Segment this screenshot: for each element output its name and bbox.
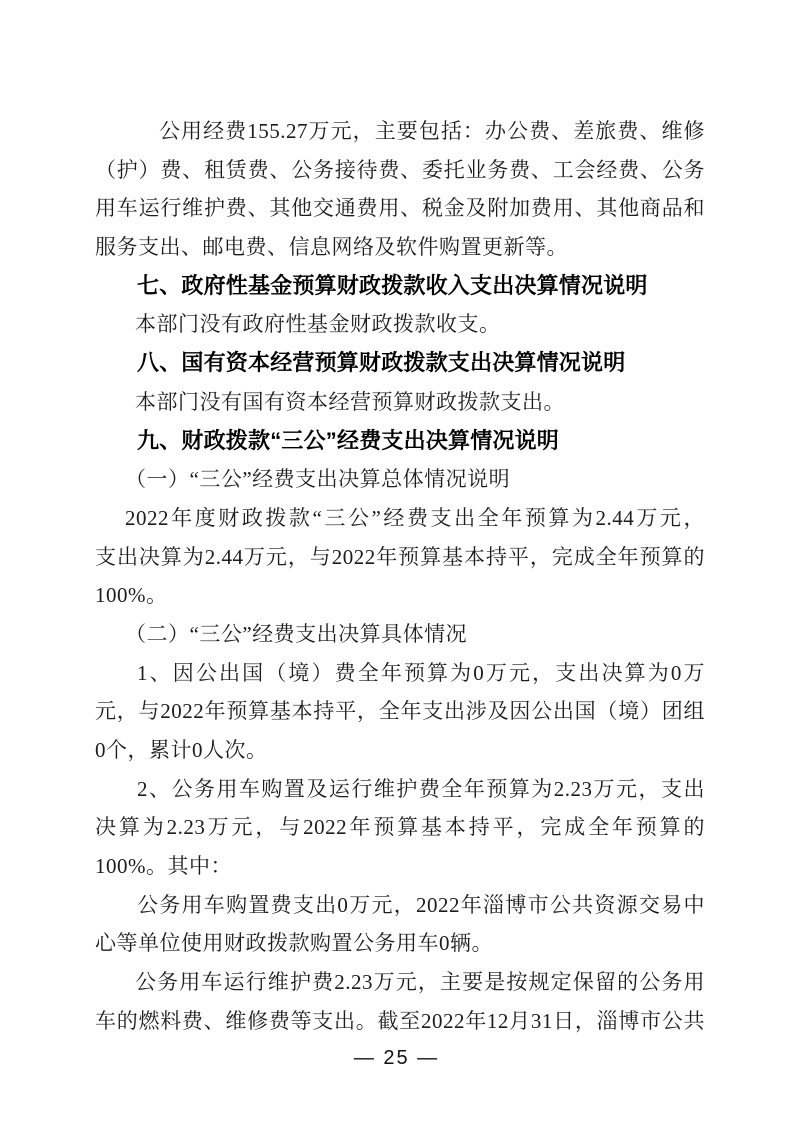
heading-section-seven: 七、政府性基金预算财政拨款收入支出决算情况说明 [137,272,648,298]
para-vehicle-line-2: 决算为2.23万元，与2022年预算基本持平，完成全年预算的 [95,815,705,840]
heading-section-nine: 九、财政拨款“三公”经费支出决算情况说明 [137,427,560,453]
para-vehicle-purchase-line-1: 公务用车购置费支出0万元，2022年淄博市公共资源交易中 [137,892,705,917]
para-public-expense-line-1: 公用经费155.27万元，主要包括：办公费、差旅费、维修 [159,119,705,143]
para-abroad-line-2: 元，与2022年预算基本持平，全年支出涉及因公出国（境）团组 [95,699,705,724]
para-vehicle-maintenance-line-1: 公务用车运行维护费2.23万元，主要是按规定保留的公务用 [135,970,705,995]
para-no-govfund: 本部门没有政府性基金财政拨款收支。 [135,312,501,337]
subheading-specific: （二）“三公”经费支出决算具体情况 [125,621,468,646]
para-vehicle-purchase-line-2: 心等单位使用财政拨款购置公务用车0辆。 [95,931,493,956]
para-overall-line-2: 支出决算为2.44万元，与2022年预算基本持平，完成全年预算的 [95,544,705,569]
para-abroad-line-1: 1、因公出国（境）费全年预算为0万元，支出决算为0万 [137,660,705,685]
para-public-expense-line-3: 用车运行维护费、其他交通费用、税金及附加费用、其他商品和 [95,196,705,221]
document-body [95,112,705,1041]
heading-section-eight: 八、国有资本经营预算财政拨款支出决算情况说明 [137,350,626,376]
para-abroad-line-3: 0个，累计0人次。 [95,738,268,762]
para-public-expense-line-4: 服务支出、邮电费、信息网络及软件购置更新等。 [95,235,568,260]
page-number: — 25 — [353,1047,440,1069]
para-vehicle-line-3: 100%。其中： [95,854,232,879]
para-vehicle-line-1: 2、公务用车购置及运行维护费全年预算为2.23万元，支出 [137,776,705,801]
subheading-overall: （一）“三公”经费支出决算总体情况说明 [125,467,511,492]
para-no-state-capital: 本部门没有国有资本经营预算财政拨款支出。 [135,389,565,414]
para-overall-line-1: 2022年度财政拨款“三公”经费支出全年预算为2.44万元， [125,505,705,530]
para-vehicle-maintenance-line-2: 车的燃料费、维修费等支出。截至2022年12月31日，淄博市公共 [95,1008,705,1033]
para-overall-line-3: 100%。 [95,583,168,608]
para-public-expense-line-2: （护）费、租赁费、公务接待费、委托业务费、工会经费、公务 [95,157,705,182]
